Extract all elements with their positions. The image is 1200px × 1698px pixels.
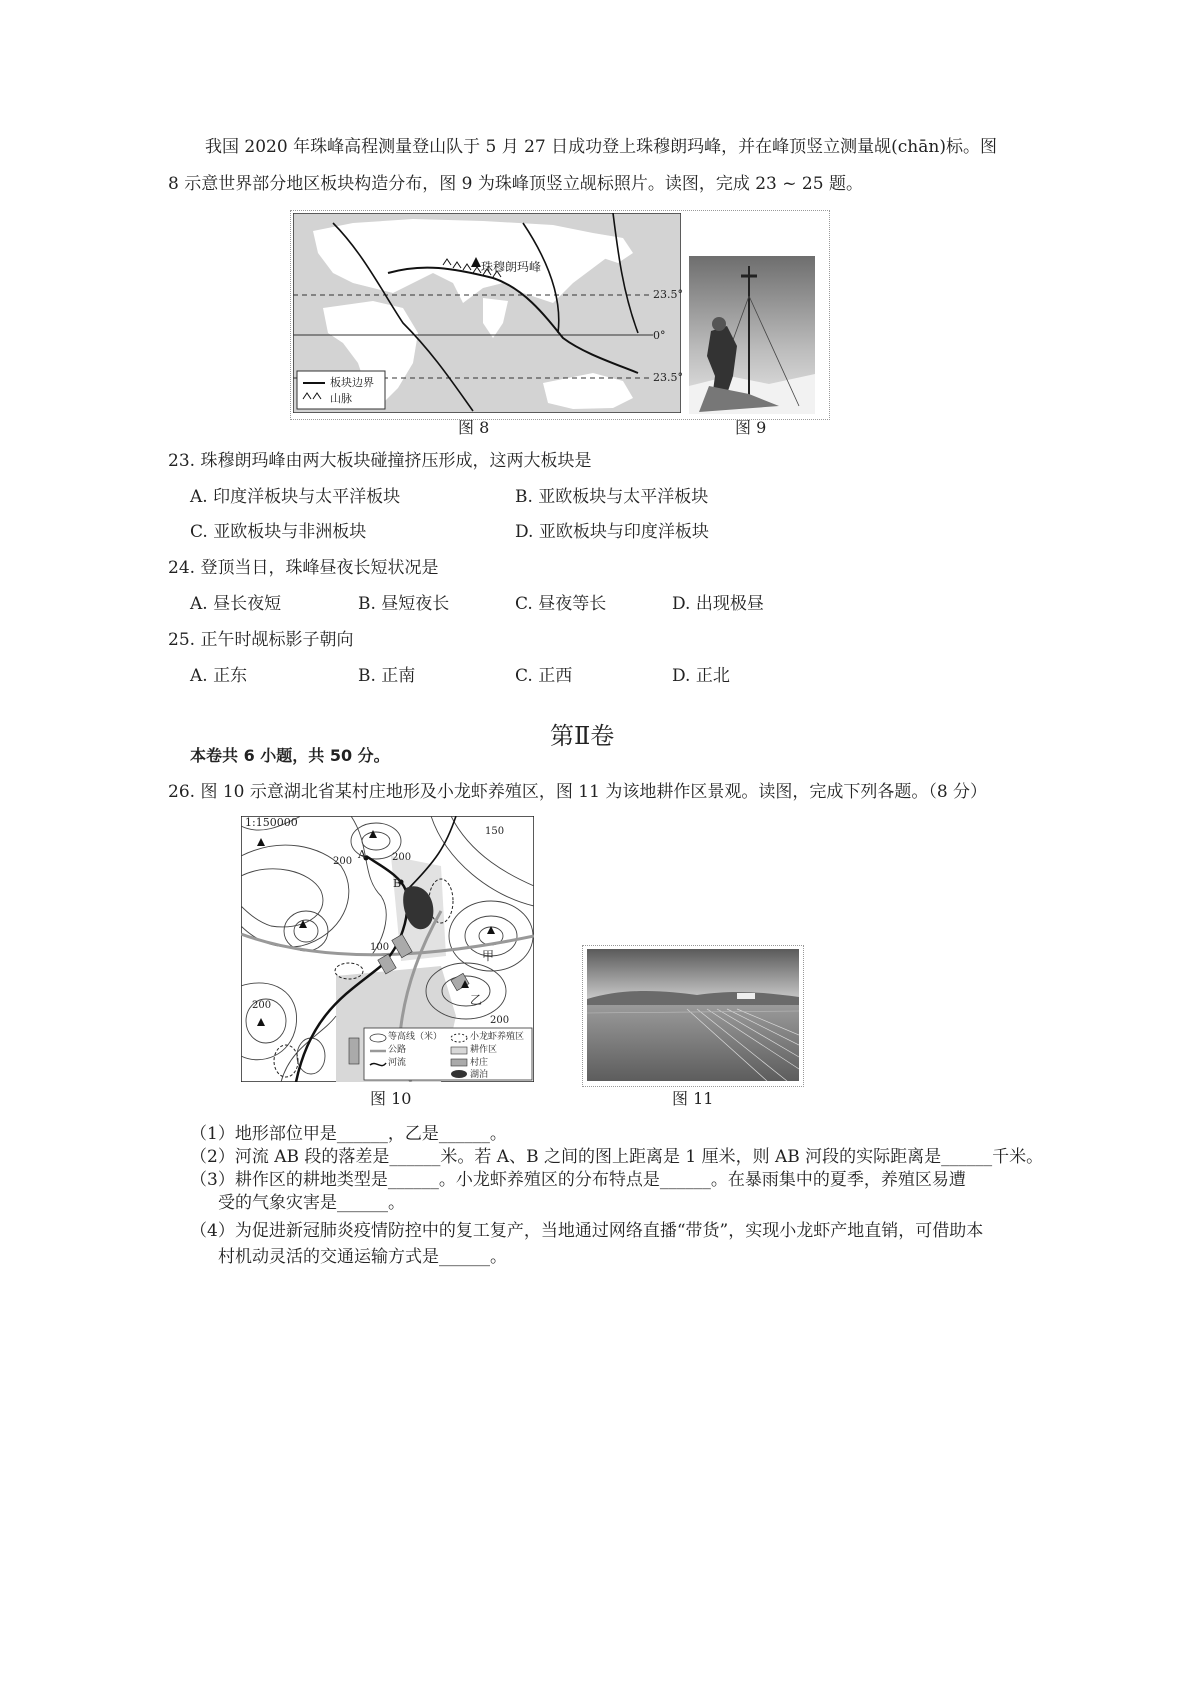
q23-option-d: D. 亚欧板块与印度洋板块 — [515, 522, 709, 542]
q26-sub-3b: 受的气象灾害是______。 — [218, 1193, 405, 1213]
fig8-lat-top: 23.5° — [653, 288, 683, 301]
q26-sub-4a: （4）为促进新冠肺炎疫情防控中的复工复产，当地通过网络直播“带货”，实现小龙虾产地直销，可借助本 — [190, 1221, 984, 1241]
fig10-caption: 图 10 — [370, 1089, 412, 1108]
q23-stem: 23. 珠穆朗玛峰由两大板块碰撞挤压形成，这两大板块是 — [168, 451, 592, 471]
q26-sub-1: （1）地形部位甲是______，乙是______。 — [190, 1124, 507, 1144]
q25-stem: 25. 正午时觇标影子朝向 — [168, 630, 354, 650]
q26-sub-4b: 村机动灵活的交通运输方式是______。 — [218, 1247, 507, 1267]
fig8-lat-eq: 0° — [653, 329, 666, 342]
part2-note: 本卷共 6 小题，共 50 分。 — [190, 746, 390, 765]
q24-stem: 24. 登顶当日，珠峰昼夜长短状况是 — [168, 558, 439, 578]
q24-option-c: C. 昼夜等长 — [515, 594, 607, 614]
fig10-contour-200d: 200 — [252, 1000, 272, 1011]
fig10-legend-crayfish: 小龙虾养殖区 — [470, 1032, 525, 1042]
fig10-contour-200c: 200 — [490, 1015, 510, 1026]
fig10-legend-village: 村庄 — [470, 1058, 489, 1068]
figure-9-photo — [689, 256, 815, 414]
q23-option-b: B. 亚欧板块与太平洋板块 — [515, 487, 709, 507]
q25-option-c: C. 正西 — [515, 666, 573, 686]
fig10-scale: 1:150000 — [245, 816, 298, 829]
fig10-contour-100: 100 — [370, 942, 390, 953]
intro-line-2: 8 示意世界部分地区板块构造分布，图 9 为珠峰顶竖立觇标照片。读图，完成 23 ~ 25 题。 — [168, 174, 863, 194]
fig8-caption: 图 8 — [458, 418, 490, 437]
fig10-legend-farm: 耕作区 — [470, 1045, 498, 1055]
fig9-caption: 图 9 — [735, 418, 767, 437]
fig10-label-a: A — [358, 848, 366, 861]
fig10-legend-river: 河流 — [388, 1058, 407, 1068]
q24-option-b: B. 昼短夜长 — [358, 594, 450, 614]
fig10-legend-contour: 等高线（米） — [388, 1032, 443, 1042]
fig10-label-jia: 甲 — [482, 949, 495, 963]
fig8-peak-label: 珠穆朗玛峰 — [481, 260, 542, 274]
fig10-contour-200a: 200 — [392, 852, 412, 863]
q26-sub-2: （2）河流 AB 段的落差是______米。若 A、B 之间的图上距离是 1 厘米，则 AB 河段的实际距离是______千米。 — [190, 1147, 1044, 1167]
fig10-legend-road: 公路 — [388, 1045, 407, 1055]
q26-sub-3a: （3）耕作区的耕地类型是______。小龙虾养殖区的分布特点是______。在暴雨集中的夏季，养殖区易遭 — [190, 1170, 966, 1190]
figure-11-photo — [587, 949, 799, 1081]
intro-line-1: 我国 2020 年珠峰高程测量登山队于 5 月 27 日成功登上珠穆朗玛峰，并在峰顶竖立测量觇(chān)标。图 — [205, 137, 997, 157]
q24-option-d: D. 出现极昼 — [672, 594, 764, 614]
fig8-legend-boundary: 板块边界 — [330, 376, 374, 389]
fig10-label-b: B — [393, 877, 402, 890]
fig11-caption: 图 11 — [672, 1089, 714, 1108]
fig10-contour-150: 150 — [485, 826, 505, 837]
q24-option-a: A. 昼长夜短 — [190, 594, 282, 614]
q23-option-c: C. 亚欧板块与非洲板块 — [190, 522, 367, 542]
part2-title: 第Ⅱ卷 — [550, 722, 615, 750]
q26-stem: 26. 图 10 示意湖北省某村庄地形及小龙虾养殖区，图 11 为该地耕作区景观。读图，完成下列各题。（8 分） — [168, 782, 988, 802]
q25-option-d: D. 正北 — [672, 666, 730, 686]
fig8-lat-bottom: 23.5° — [653, 371, 683, 384]
fig10-legend-lake: 湖泊 — [470, 1070, 489, 1080]
fig10-label-yi: 乙 — [470, 993, 483, 1007]
q25-option-a: A. 正东 — [190, 666, 248, 686]
fig10-contour-200b: 200 — [333, 856, 353, 867]
q23-option-a: A. 印度洋板块与太平洋板块 — [190, 487, 401, 507]
q25-option-b: B. 正南 — [358, 666, 416, 686]
fig8-legend-mountain: 山脉 — [330, 392, 352, 405]
